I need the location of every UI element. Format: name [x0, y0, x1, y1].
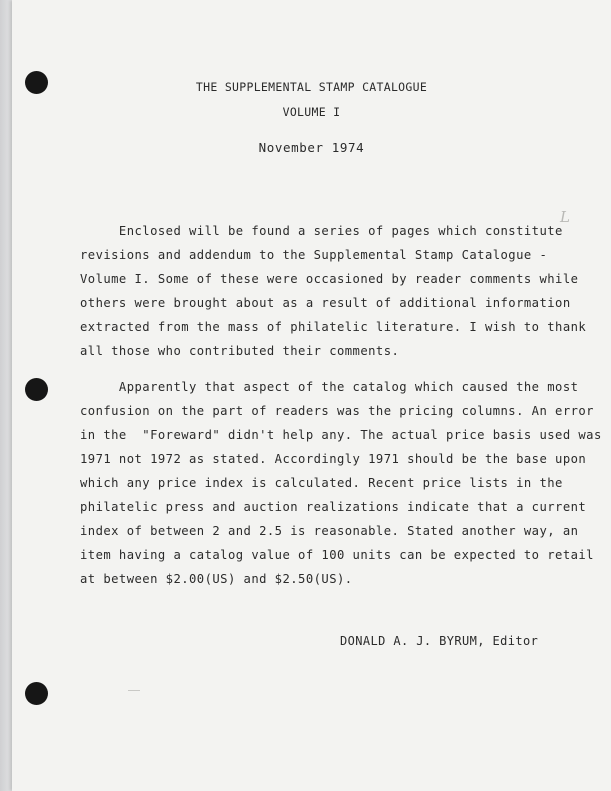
document-date: November 1974: [258, 140, 365, 155]
punch-hole-bottom: [25, 682, 48, 705]
paragraph-line: index of between 2 and 2.5 is reasonable. Stated another way, an: [80, 524, 579, 538]
punch-hole-middle: [25, 378, 48, 401]
pencil-margin-mark: L: [560, 208, 570, 226]
volume-label: VOLUME I: [282, 105, 341, 119]
paragraph-line: extracted from the mass of philatelic literature. I wish to thank: [80, 320, 587, 334]
paragraph-line: all those who contributed their comments.: [80, 344, 400, 358]
paragraph-line: 1971 not 1972 as stated. Accordingly 1971 should be the base upon: [80, 452, 587, 466]
document-title: THE SUPPLEMENTAL STAMP CATALOGUE: [195, 80, 428, 94]
paragraph-line: revisions and addendum to the Supplemental Stamp Catalogue -: [80, 248, 548, 262]
paragraph-line: Enclosed will be found a series of pages which constitute: [80, 224, 563, 238]
paragraph-line: at between $2.00(US) and $2.50(US).: [80, 572, 353, 586]
paper-smudge: [128, 690, 140, 691]
paragraph-line: Volume I. Some of these were occasioned by reader comments while: [80, 272, 579, 286]
paragraph-line: which any price index is calculated. Recent price lists in the: [80, 476, 563, 490]
paragraph-line: item having a catalog value of 100 units can be expected to retail: [80, 548, 594, 562]
editor-signature: DONALD A. J. BYRUM, Editor: [340, 634, 539, 648]
paragraph-line: philatelic press and auction realizations indicate that a current: [80, 500, 587, 514]
paragraph-line: in the "Foreward" didn't help any. The actual price basis used was: [80, 428, 602, 442]
document-page: [12, 0, 611, 791]
paragraph-line: Apparently that aspect of the catalog which caused the most: [80, 380, 579, 394]
binder-edge: [0, 0, 12, 791]
paragraph-line: confusion on the part of readers was the pricing columns. An error: [80, 404, 594, 418]
paragraph-line: others were brought about as a result of additional information: [80, 296, 571, 310]
